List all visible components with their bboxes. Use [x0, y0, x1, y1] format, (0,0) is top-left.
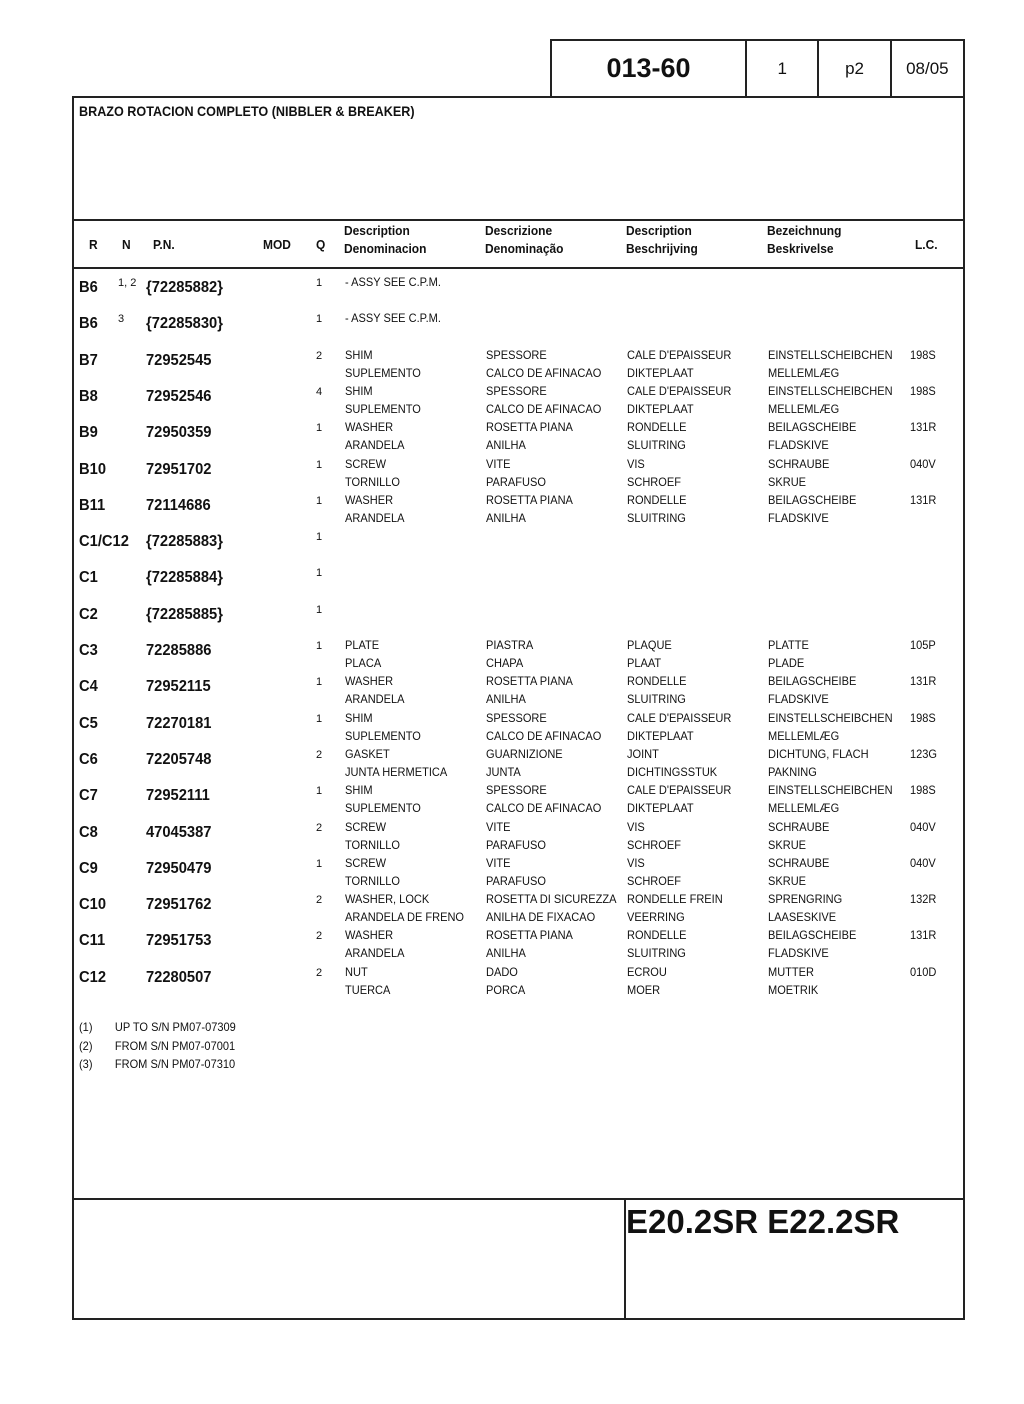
table-row	[74, 818, 963, 854]
footnote-key: (3)	[79, 1057, 93, 1071]
table-row	[74, 890, 963, 926]
quantity: 1	[316, 422, 323, 435]
description-d4a: DICHTUNG, FLACH	[768, 746, 869, 761]
description-d1b: ARANDELA DE FRENO	[345, 910, 465, 925]
table-row	[74, 527, 963, 563]
lc-code: 131R	[910, 674, 937, 689]
quantity: 1	[316, 676, 323, 689]
description-d1a: SCREW	[345, 855, 387, 870]
part-number: 72952545	[146, 351, 212, 369]
description-d1b: TORNILLO	[345, 873, 401, 888]
quantity: 1	[316, 603, 323, 616]
description-d4a: SPRENGRING	[768, 892, 843, 907]
page-header	[550, 39, 965, 96]
table-row	[74, 745, 963, 781]
row-ref: C4	[79, 678, 98, 696]
description-d2a: DADO	[486, 964, 518, 979]
footnote-text: FROM S/N PM07-07001	[114, 1038, 236, 1053]
quantity: 1	[316, 494, 323, 507]
description-d1b: SUPLEMENTO	[345, 401, 421, 416]
description-d2b: CALCO DE AFINACAO	[486, 728, 602, 743]
description-d3b: SLUITRING	[627, 510, 686, 525]
part-number: 72951702	[146, 460, 212, 478]
part-number: 72950479	[146, 859, 212, 877]
lc-code: 040V	[910, 819, 936, 834]
row-ref: C11	[79, 932, 106, 950]
description-d3b: MOER	[627, 982, 661, 997]
description-d1a: SCREW	[345, 456, 387, 471]
table-row	[74, 309, 963, 345]
description-d3b: DIKTEPLAAT	[627, 401, 694, 416]
description-d2a: PIASTRA	[486, 638, 534, 652]
description-d2b: CALCO DE AFINACAO	[486, 401, 602, 416]
lc-code: 198S	[910, 347, 936, 362]
description-d1a: SCREW	[345, 819, 387, 834]
lc-code: 132R	[910, 892, 937, 907]
description-d3b: SCHROEF	[627, 474, 681, 489]
row-ref: C8	[79, 823, 98, 841]
description-d4b: FLADSKIVE	[768, 510, 829, 525]
quantity: 1	[316, 458, 323, 471]
table-row	[74, 709, 963, 745]
lc-code: 131R	[910, 420, 937, 435]
col-lc: L.C.	[915, 237, 938, 252]
description-d4a: SCHRAUBE	[768, 819, 830, 834]
description-d1b: JUNTA HERMETICA	[345, 764, 448, 779]
description-d3b: DIKTEPLAAT	[627, 728, 694, 743]
description-d3b: SLUITRING	[627, 692, 686, 707]
quantity: 1	[316, 313, 323, 326]
divider	[74, 267, 963, 269]
description-d4a: BEILAGSCHEIBE	[768, 674, 857, 689]
footnote	[79, 1018, 236, 1037]
part-number: 72950359	[146, 424, 212, 442]
description-d2b: CALCO DE AFINACAO	[486, 365, 602, 380]
quantity: 4	[316, 385, 323, 398]
row-ref: C5	[79, 714, 98, 732]
table-row	[74, 600, 963, 636]
description-d1b: SUPLEMENTO	[345, 728, 421, 743]
description-d4a: EINSTELLSCHEIBCHEN	[768, 783, 893, 798]
description-d1b: ARANDELA	[345, 946, 405, 961]
description-d1a: SHIM	[345, 347, 373, 362]
description-d3a: ECROU	[627, 964, 667, 979]
description-d3a: RONDELLE FREIN	[627, 892, 723, 907]
lc-code: 040V	[910, 456, 936, 471]
table-row	[74, 963, 963, 999]
row-ref: C1	[79, 569, 98, 587]
description-d2a: SPESSORE	[486, 347, 547, 362]
description-d2b: PORCA	[486, 982, 526, 997]
table-row	[74, 346, 963, 382]
description-d1b: SUPLEMENTO	[345, 801, 421, 816]
description-d2a: ROSETTA PIANA	[486, 928, 573, 943]
quantity: 1	[316, 567, 323, 580]
description-d1b: TORNILLO	[345, 837, 401, 852]
part-number: 72205748	[146, 750, 212, 768]
description-d4b: PAKNING	[768, 764, 817, 779]
description-d4b: MELLEMLÆG	[768, 801, 840, 816]
lc-code: 010D	[910, 964, 937, 979]
description-d4a: MUTTER	[768, 964, 814, 979]
lc-code: 198S	[910, 383, 936, 398]
description-d4a: BEILAGSCHEIBE	[768, 420, 857, 435]
description-d3b: SCHROEF	[627, 837, 681, 852]
part-number: 72285886	[146, 642, 212, 659]
description-d1b: TUERCA	[345, 982, 391, 997]
row-ref: C7	[79, 787, 98, 805]
description-d4a: PLATTE	[768, 638, 809, 652]
description-d2b: ANILHA DE FIXACAO	[486, 910, 596, 925]
table-row	[74, 926, 963, 962]
description-d3a: VIS	[627, 456, 645, 471]
footnote-key: (2)	[79, 1038, 93, 1053]
row-ref: B7	[79, 351, 98, 369]
page-number: p2	[817, 41, 889, 96]
description-d1a: WASHER	[345, 928, 394, 943]
model-label: E20.2SR E22.2SR	[626, 1203, 900, 1240]
table-row	[74, 636, 963, 672]
part-number: 72951762	[146, 896, 212, 914]
row-ref: B9	[79, 424, 98, 442]
table-row	[74, 418, 963, 454]
footnote-key: (1)	[79, 1020, 93, 1034]
section-code: 013-60	[606, 53, 691, 83]
description-d1a: WASHER, LOCK	[345, 892, 430, 907]
description-d2b: CHAPA	[486, 656, 524, 670]
description-d3a: CALE D'EPAISSEUR	[627, 347, 732, 362]
table-row	[74, 781, 963, 817]
description-d2a: VITE	[486, 456, 511, 471]
description-d4a: SCHRAUBE	[768, 456, 830, 471]
row-ref: C10	[79, 896, 107, 914]
part-number: 72952546	[146, 387, 212, 405]
description-d1b: PLACA	[345, 656, 382, 670]
description-d4a: EINSTELLSCHEIBCHEN	[768, 383, 893, 398]
part-number: 72952115	[146, 678, 211, 696]
row-ref: B8	[79, 387, 98, 405]
part-number: {72285884}	[146, 569, 223, 587]
description-d2b: PARAFUSO	[486, 474, 546, 489]
description-d1a: NUT	[345, 964, 368, 979]
description-d3a: JOINT	[627, 746, 659, 761]
sheet-number: 1	[745, 41, 817, 96]
description-d3b: VEERRING	[627, 910, 685, 925]
description-d4b: SKRUE	[768, 873, 807, 888]
parts-list-frame	[72, 96, 965, 1320]
description-d1a: - ASSY SEE C.P.M.	[345, 311, 441, 326]
description-d3b: SCHROEF	[627, 873, 681, 888]
description-d3a: RONDELLE	[627, 674, 687, 689]
description-d3a: PLAQUE	[627, 638, 672, 652]
description-d2a: ROSETTA PIANA	[486, 420, 573, 435]
quantity: 2	[316, 966, 323, 979]
table-row	[74, 273, 963, 309]
description-d4b: FLADSKIVE	[768, 946, 829, 961]
description-d2a: GUARNIZIONE	[486, 746, 563, 761]
col-desc-it: Descrizione Denominação	[485, 223, 564, 256]
part-number: {72285830}	[146, 315, 223, 333]
lc-code: 131R	[910, 492, 937, 507]
description-d2b: CALCO DE AFINACAO	[486, 801, 602, 816]
description-d4b: PLADE	[768, 656, 805, 670]
col-desc-fr: Description Beschrijving	[626, 223, 698, 256]
description-d2a: ROSETTA PIANA	[486, 674, 573, 689]
description-d2a: ROSETTA DI SICUREZZA	[486, 892, 617, 907]
footnote-text: UP TO S/N PM07-07309	[114, 1020, 236, 1034]
col-mod: MOD	[263, 237, 291, 252]
row-ref: C12	[79, 968, 107, 986]
description-d4a: BEILAGSCHEIBE	[768, 492, 857, 507]
col-desc-de: Bezeichnung Beskrivelse	[767, 223, 842, 256]
quantity: 1	[316, 785, 323, 798]
description-d3b: SLUITRING	[627, 438, 686, 453]
row-ref: B6	[79, 315, 98, 333]
quantity: 1	[316, 277, 323, 289]
description-d4b: FLADSKIVE	[768, 692, 829, 707]
lc-code: 198S	[910, 710, 936, 725]
lc-code: 131R	[910, 928, 937, 943]
lc-code: 040V	[910, 855, 936, 870]
row-ref: B11	[79, 496, 106, 514]
description-d1a: - ASSY SEE C.P.M.	[345, 275, 441, 289]
col-r: R	[89, 237, 98, 252]
col-pn: P.N.	[153, 237, 175, 252]
description-d1a: PLATE	[345, 638, 380, 652]
description-d3a: CALE D'EPAISSEUR	[627, 383, 732, 398]
description-d1a: SHIM	[345, 783, 373, 798]
col-q: Q	[316, 237, 326, 252]
footnote	[79, 1055, 236, 1074]
part-number: {72285885}	[146, 605, 223, 623]
quantity: 1	[316, 712, 323, 725]
quantity: 2	[316, 894, 323, 907]
part-number: 72270181	[146, 714, 212, 732]
col-n: N	[122, 237, 131, 252]
description-d1a: SHIM	[345, 383, 373, 398]
quantity: 2	[316, 821, 323, 834]
part-number: 72114686	[146, 496, 211, 514]
description-d4b: MELLEMLÆG	[768, 365, 840, 380]
description-d2a: VITE	[486, 819, 511, 834]
description-d4b: SKRUE	[768, 474, 807, 489]
description-d2a: SPESSORE	[486, 783, 547, 798]
part-number: 72952111	[146, 787, 210, 805]
description-d3a: CALE D'EPAISSEUR	[627, 783, 732, 798]
description-d3a: RONDELLE	[627, 928, 687, 943]
lc-code: 198S	[910, 783, 936, 798]
description-d4b: MELLEMLÆG	[768, 401, 840, 416]
description-d4b: MELLEMLÆG	[768, 728, 840, 743]
quantity: 2	[316, 349, 323, 362]
description-d1a: SHIM	[345, 710, 373, 725]
description-d3b: SLUITRING	[627, 946, 686, 961]
quantity: 1	[316, 640, 323, 652]
page-title: BRAZO ROTACION COMPLETO (NIBBLER & BREAKER)	[79, 103, 415, 119]
table-row	[74, 563, 963, 599]
row-ref: C9	[79, 859, 98, 877]
description-d4b: FLADSKIVE	[768, 438, 829, 453]
table-row	[74, 672, 963, 708]
description-d1b: SUPLEMENTO	[345, 365, 421, 380]
part-number: 72951753	[146, 932, 212, 950]
table-row	[74, 455, 963, 491]
description-d2b: ANILHA	[486, 946, 526, 961]
row-ref: C3	[79, 642, 98, 659]
footnote-text: FROM S/N PM07-07310	[114, 1057, 236, 1071]
description-d1a: WASHER	[345, 674, 394, 689]
quantity: 2	[316, 748, 323, 761]
row-note: 3	[118, 313, 125, 326]
description-d4a: EINSTELLSCHEIBCHEN	[768, 710, 893, 725]
row-ref: C6	[79, 750, 98, 768]
col-desc-en: Description Denominacion	[344, 223, 427, 256]
description-d1a: WASHER	[345, 492, 394, 507]
quantity: 1	[316, 857, 323, 870]
description-d4b: LAASESKIVE	[768, 910, 837, 925]
description-d4b: SKRUE	[768, 837, 807, 852]
quantity: 2	[316, 930, 323, 943]
row-note: 1, 2	[118, 277, 137, 289]
description-d3b: PLAAT	[627, 656, 662, 670]
quantity: 1	[316, 531, 323, 544]
description-d2a: VITE	[486, 855, 511, 870]
footnotes	[79, 1018, 249, 1074]
description-d3a: VIS	[627, 819, 645, 834]
description-d2b: ANILHA	[486, 510, 526, 525]
description-d3a: VIS	[627, 855, 645, 870]
description-d3a: RONDELLE	[627, 420, 687, 435]
table-row	[74, 491, 963, 527]
row-ref: C1/C12	[79, 533, 129, 551]
description-d4a: SCHRAUBE	[768, 855, 830, 870]
description-d2b: JUNTA	[486, 764, 521, 779]
description-d2b: ANILHA	[486, 438, 526, 453]
part-number: 72280507	[146, 968, 212, 986]
divider	[74, 219, 963, 221]
lc-code: 105P	[910, 638, 936, 652]
description-d3a: RONDELLE	[627, 492, 687, 507]
table-row	[74, 382, 963, 418]
divider	[74, 1198, 963, 1200]
description-d1b: ARANDELA	[345, 692, 405, 707]
description-d2b: PARAFUSO	[486, 873, 546, 888]
row-ref: B6	[79, 279, 98, 296]
description-d2b: PARAFUSO	[486, 837, 546, 852]
row-ref: B10	[79, 460, 107, 478]
footnote	[79, 1037, 236, 1056]
table-row	[74, 854, 963, 890]
part-number: {72285882}	[146, 279, 223, 296]
description-d2a: SPESSORE	[486, 710, 547, 725]
description-d4a: EINSTELLSCHEIBCHEN	[768, 347, 893, 362]
row-ref: C2	[79, 605, 98, 623]
description-d3a: CALE D'EPAISSEUR	[627, 710, 732, 725]
revision-date: 08/05	[890, 41, 963, 96]
description-d3b: DICHTINGSSTUK	[627, 764, 718, 779]
description-d3b: DIKTEPLAAT	[627, 801, 694, 816]
part-number: {72285883}	[146, 533, 223, 551]
part-number: 47045387	[146, 823, 212, 841]
description-d1b: ARANDELA	[345, 510, 405, 525]
description-d2b: ANILHA	[486, 692, 526, 707]
description-d1a: GASKET	[345, 746, 390, 761]
description-d2a: ROSETTA PIANA	[486, 492, 573, 507]
description-d1b: ARANDELA	[345, 438, 405, 453]
description-d4a: BEILAGSCHEIBE	[768, 928, 857, 943]
description-d1b: TORNILLO	[345, 474, 401, 489]
description-d4b: MOETRIK	[768, 982, 819, 997]
description-d1a: WASHER	[345, 420, 394, 435]
description-d3b: DIKTEPLAAT	[627, 365, 694, 380]
description-d2a: SPESSORE	[486, 383, 547, 398]
lc-code: 123G	[910, 746, 938, 761]
